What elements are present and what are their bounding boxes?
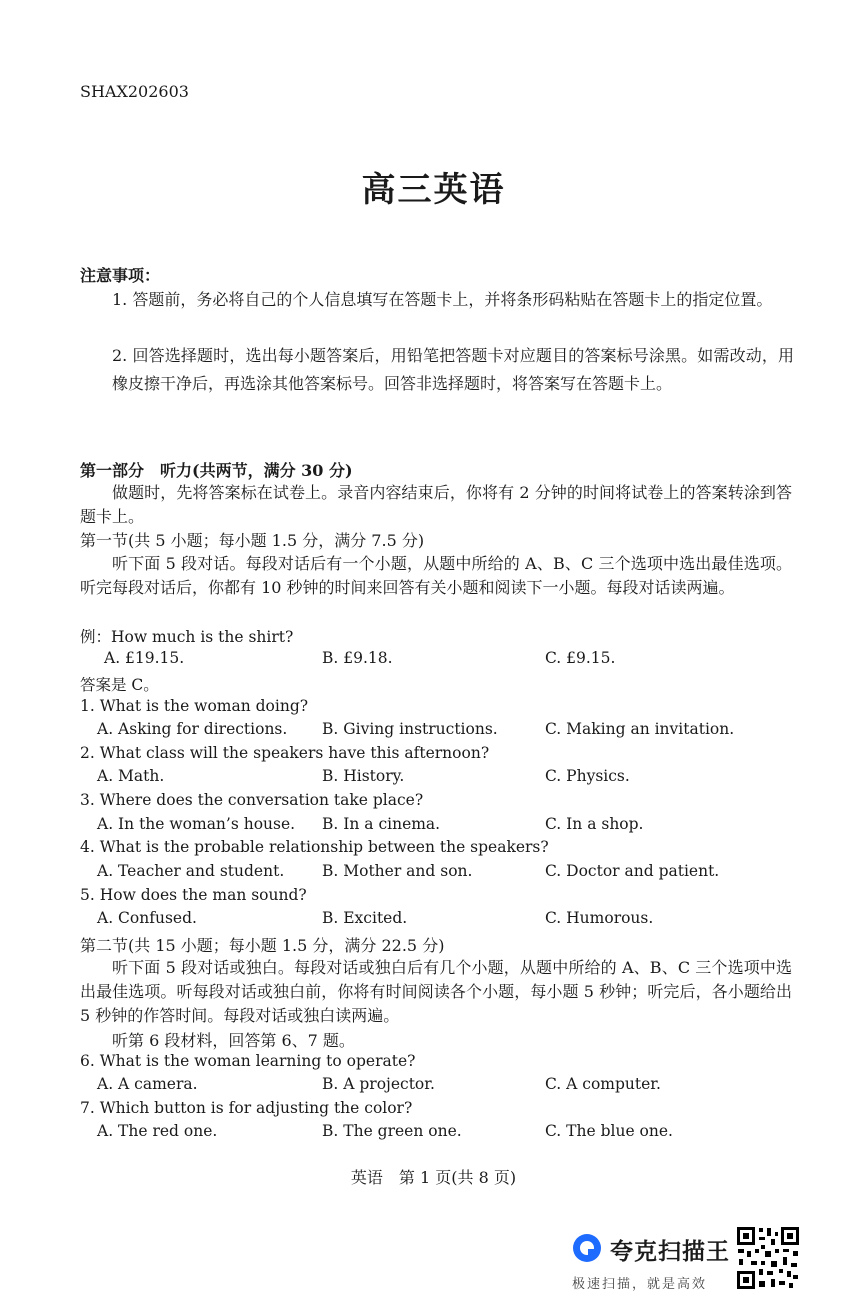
example-option-a: A. £19.15. <box>104 649 185 667</box>
notice-item: 2. 回答选择题时，选出每小题答案后，用铅笔把答题卡对应题目的答案标号涂黑。如需改动，用橡皮擦干净后，再选涂其他答案标号。回答非选择题时，将答案写在答题卡上。 <box>112 346 794 393</box>
option-c: C. Humorous. <box>545 909 654 927</box>
question-5: 5. How does the man sound? <box>80 886 307 904</box>
section1-heading: 第一节(共 5 小题；每小题 1.5 分，满分 7.5 分) <box>80 531 425 550</box>
option-a: A. The red one. <box>97 1122 218 1140</box>
option-b: B. A projector. <box>322 1075 435 1093</box>
option-a: A. Teacher and student. <box>97 862 285 880</box>
option-c: C. A computer. <box>545 1075 661 1093</box>
option-a: A. Math. <box>97 767 165 785</box>
option-b: B. In a cinema. <box>322 815 441 833</box>
option-c: C. The blue one. <box>545 1122 673 1140</box>
option-b: B. History. <box>322 767 405 785</box>
section2-heading: 第二节(共 15 小题；每小题 1.5 分，满分 22.5 分) <box>80 936 445 955</box>
section2-intro: 听下面 5 段对话或独白。每段对话或独白后有几个小题，从题中所给的 A、B、C 三个选项中选出最佳选项。听每段对话或独白前，你将有时间阅读各个小题，每小题 5 秒钟；听完后，各小题给出 5 秒钟的作答时间。每段对话或独白读两遍。 <box>80 958 792 1025</box>
question-3: 3. Where does the conversation take place? <box>80 791 424 809</box>
example-option-b: B. £9.18. <box>322 649 393 667</box>
option-b: B. Giving instructions. <box>322 720 498 738</box>
notice-item: 1. 答题前，务必将自己的个人信息填写在答题卡上，并将条形码粘贴在答题卡上的指定位置。 <box>112 290 773 309</box>
qr-code-icon <box>735 1225 801 1291</box>
option-a: A. Asking for directions. <box>97 720 288 738</box>
option-a: A. Confused. <box>97 909 197 927</box>
option-b: B. Excited. <box>322 909 408 927</box>
notice-heading: 注意事项： <box>80 266 161 285</box>
watermark-slogan: 极速扫描，就是高效 <box>572 1277 708 1292</box>
exam-code: SHAX202603 <box>80 82 189 101</box>
watermark-brand: 夸克扫描王 <box>610 1239 730 1265</box>
question-2: 2. What class will the speakers have this afternoon? <box>80 744 490 762</box>
part1-intro: 做题时，先将答案标在试卷上。录音内容结束后，你将有 2 分钟的时间将试卷上的答案转涂到答题卡上。 <box>80 483 792 526</box>
option-c: C. Making an invitation. <box>545 720 735 738</box>
section1-intro: 听下面 5 段对话。每段对话后有一个小题，从题中所给的 A、B、C 三个选项中选出最佳选项。听完每段对话后，你都有 10 秒钟的时间来回答有关小题和阅读下一小题。每段对话读两遍。 <box>80 554 792 597</box>
question-1: 1. What is the woman doing? <box>80 697 309 715</box>
question-4: 4. What is the probable relationship between the speakers? <box>80 838 549 856</box>
part1-heading: 第一部分 听力(共两节，满分 30 分) <box>80 461 353 480</box>
question-7: 7. Which button is for adjusting the color? <box>80 1099 413 1117</box>
example-answer: 答案是 C。 <box>80 676 159 694</box>
option-a: A. A camera. <box>97 1075 198 1093</box>
example-question: 例：How much is the shirt? <box>80 628 294 646</box>
question-6: 6. What is the woman learning to operate? <box>80 1052 416 1070</box>
page-title: 高三英语 <box>361 170 506 210</box>
example-option-c: C. £9.15. <box>545 649 616 667</box>
option-c: C. Physics. <box>545 767 630 785</box>
material-note: 听第 6 段材料，回答第 6、7 题。 <box>112 1031 355 1050</box>
quark-logo-icon <box>572 1233 602 1263</box>
option-c: C. Doctor and patient. <box>545 862 720 880</box>
option-b: B. The green one. <box>322 1122 462 1140</box>
option-c: C. In a shop. <box>545 815 644 833</box>
option-b: B. Mother and son. <box>322 862 473 880</box>
option-a: A. In the woman’s house. <box>97 815 296 833</box>
page-footer: 英语 第 1 页(共 8 页) <box>350 1168 517 1187</box>
